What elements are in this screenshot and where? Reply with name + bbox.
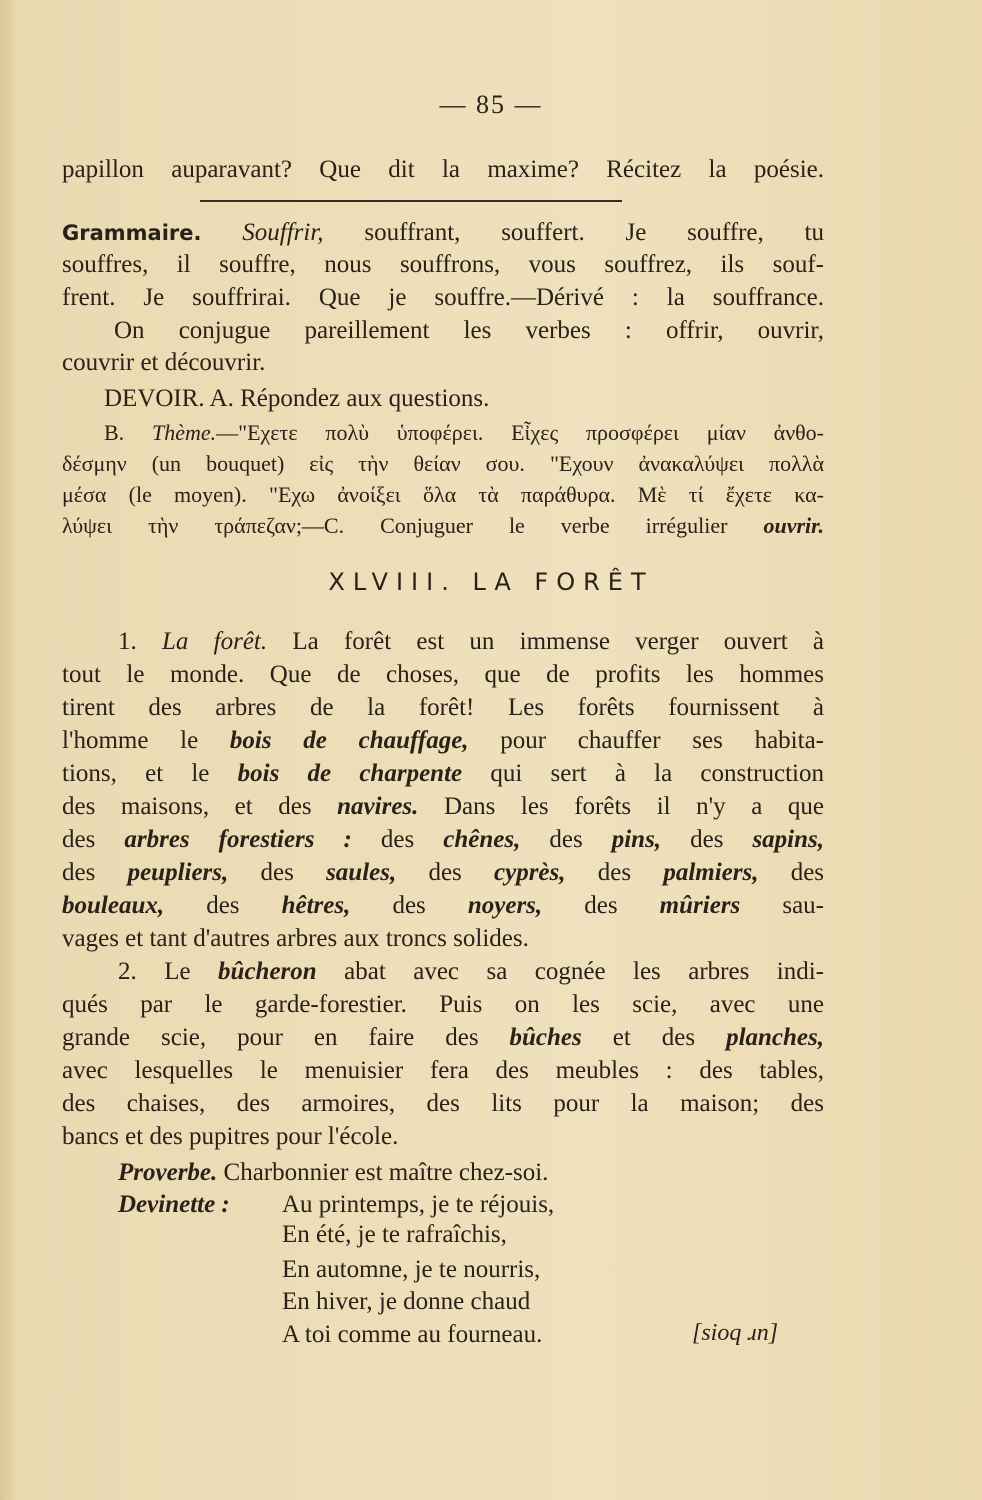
- grammar-line-5: couvrir et découvrir.: [62, 349, 266, 376]
- devinette-answer: [sioq ɹn]: [692, 1320, 779, 1346]
- lesson-title: XLVIII. LA FORÊT: [328, 568, 654, 596]
- term-bois-de-chauffage: bois de chauffage,: [229, 727, 469, 754]
- term-bouleaux: bouleaux,: [62, 892, 165, 919]
- proverbe-label: Proverbe.: [118, 1159, 218, 1186]
- term-navires: navires.: [337, 793, 419, 820]
- term-bois-de-charpente: bois de charpente: [237, 760, 463, 787]
- devinette-line-4: En hiver, je donne chaud: [282, 1288, 531, 1315]
- devinette-label: Devinette :: [118, 1191, 230, 1218]
- grammar-line-1: souffrant, souffert. Je souffre, tu: [323, 219, 824, 246]
- grammar-label: Grammaire.: [62, 221, 202, 245]
- devinette-line-2: En été, je te rafraîchis,: [282, 1221, 507, 1248]
- devinette-line-5: A toi comme au fourneau.: [282, 1321, 543, 1348]
- term-bucheron: bûcheron: [218, 958, 317, 985]
- grammar-line-4: On conjugue pareillement les verbes : offrir, ouvrir,: [114, 317, 824, 344]
- paragraph-number: 1.: [118, 628, 137, 655]
- term-muriers: mûriers: [659, 892, 741, 919]
- term-palmiers: palmiers,: [663, 859, 759, 886]
- devinette-line-1: Au printemps, je te réjouis,: [282, 1191, 555, 1218]
- term-buches: bûches: [509, 1024, 582, 1051]
- term-hetres: hêtres,: [281, 892, 351, 919]
- greek-line-4: λύψει τὴν τράπεζαν;—C. Conjuguer le verbe irrégulier: [62, 513, 728, 538]
- devinette-line-3: En automne, je te nourris,: [282, 1256, 541, 1283]
- book-page: — 85 — papillon auparavant? Que dit la maxime? Récitez la poésie. Grammaire. Souffrir, souffrant, souffert. Je souffre, tu souffres, il souffre, nous souffrons, vous souffrez, ils souf- frent. Je souffrirai. Que je souffre.—Dérivé : la souffrance. On conjugue pareillement les verbes : offrir, ouvrir, couvrir et découvrir. DEVOIR. A. Répondez aux questions. B. Thème.—"Εχετε πολὺ ὑποφέρει. Εἶχες προσφέρει μίαν ἀνθο- δέσμην (un bouquet) εἰς τὴν θείαν σου. "Εχουν ἀνακαλύψει πολλὰ μέσα (le moyen). "Εχω ἀνοίξει ὅλα τὰ παράθυρα. Μὲ τί ἔχετε κα- λύψει τὴν τράπεζαν;—C. Conjuguer le verbe irrégulier ouvrir. XLVIII. LA FORÊT 1. La forêt. La forêt est un immense verger ouvert à tout le monde. Que de choses, que de profits les hommes tirent des arbres de la forêt! Les forêts fournissent à l'homme le bois de chauffage, pour chauffer ses habita- tions, et le bois de charpente qui sert à la construction des maisons, et des navires. Dans les forêts il n'y a que des arbres forestiers : des chênes, des pins, des sapins, des peupliers, des saules, des cyprès, des palmiers, des bouleaux, des hêtres, des noyers, des mûriers sau- vages et tant d'autres arbres aux troncs solides. 2. Le bûcheron abat avec sa cognée les arbres indi- qués par le garde-forestier. Puis on les scie, avec une grande scie, pour en faire des bûches et des planches, avec lesquelles le menuisier fera des meubles : des tables, des chaises, des armoires, des lits pour la maison; des bancs et des pupitres pour l'école. Proverbe. Charbonnier est maître chez-soi. Devinette : Au printemps, je te réjouis, En été, je te rafraîchis, En automne, je te nourris, En hiver, je donne chaud A toi comme au fourneau. [sioq ɹn]: [0, 0, 982, 1500]
- page-number: — 85 —: [439, 90, 543, 119]
- term-cypres: cyprès,: [494, 859, 566, 886]
- top-line: papillon auparavant? Que dit la maxime? Récitez la poésie.: [62, 156, 824, 183]
- greek-line-2: δέσμην (un bouquet) εἰς τὴν θείαν σου. "Εχουν ἀνακαλύψει πολλὰ: [62, 451, 824, 476]
- term-saules: saules,: [326, 859, 397, 886]
- greek-line-3: μέσα (le moyen). "Εχω ἀνοίξει ὅλα τὰ παράθυρα. Μὲ τί ἔχετε κα-: [62, 482, 824, 507]
- devoir-last-verb: ouvrir.: [763, 513, 824, 538]
- grammar-verb: Souffrir,: [242, 219, 324, 246]
- proverbe-text: Charbonnier est maître chez-soi.: [217, 1159, 549, 1186]
- devoir-b-prefix: B.: [104, 420, 125, 445]
- term-pins: pins,: [611, 826, 662, 853]
- term-planches: planches,: [726, 1024, 824, 1051]
- term-chenes: chênes,: [443, 826, 521, 853]
- devoir-theme: Thème.: [151, 420, 217, 445]
- term-arbres-forestiers: arbres forestiers :: [124, 826, 352, 853]
- grammar-line-2: souffres, il souffre, nous souffrons, vous souffrez, ils souf-: [62, 251, 824, 278]
- paragraph-title: La forêt.: [162, 628, 268, 655]
- grammar-line-3: frent. Je souffrirai. Que je souffre.—Dérivé : la souffrance.: [62, 284, 824, 311]
- term-sapins: sapins,: [752, 826, 825, 853]
- devoir-a: DEVOIR. A. Répondez aux questions.: [104, 385, 490, 412]
- term-peupliers: peupliers,: [127, 859, 229, 886]
- section-divider: [200, 200, 622, 202]
- term-noyers: noyers,: [467, 892, 543, 919]
- greek-line-1: —"Εχετε πολὺ ὑποφέρει. Εἶχες προσφέρει μίαν ἀνθο-: [216, 420, 825, 445]
